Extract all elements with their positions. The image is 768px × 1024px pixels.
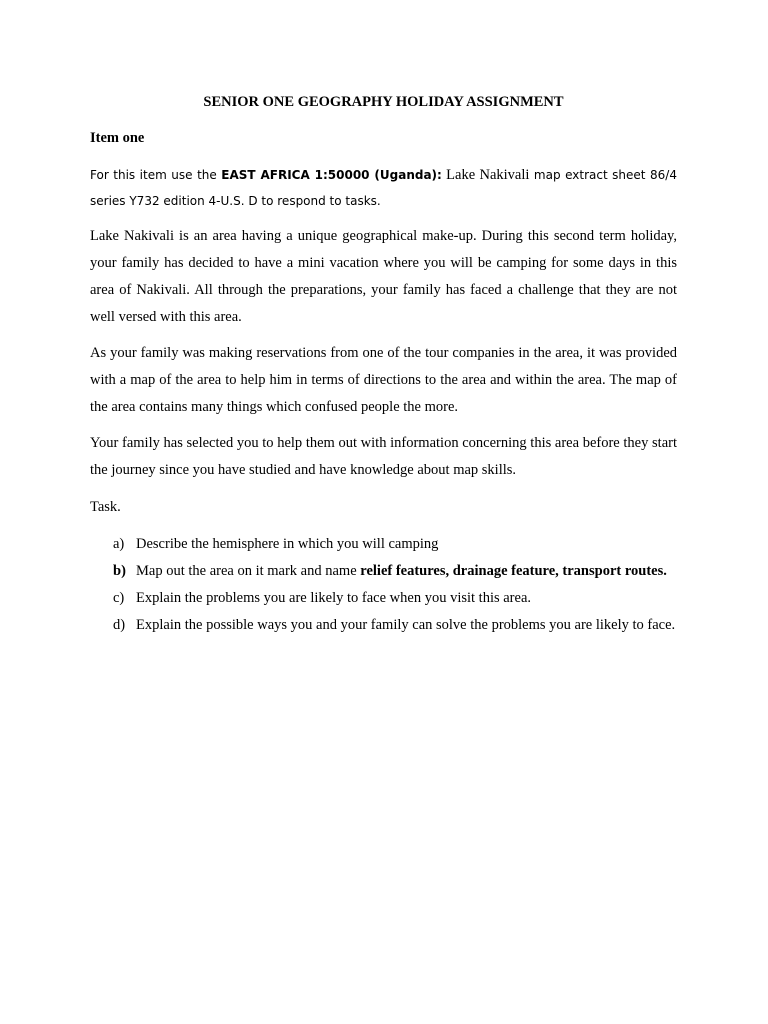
body-paragraph: Lake Nakivali is an area having a unique geographical make-up. During this second term holiday, your family has decided to have a mini vacation where you will be camping for some days in this area of Nakivali. All through the preparations, your family has faced a challenge that they are not well versed with this area. (90, 228, 677, 325)
intro-lake-name: Lake Nakivali (441, 167, 530, 183)
intro-prefix: For this item use the (90, 168, 222, 182)
task-label: Task. (90, 499, 121, 515)
intro-suffix: map extract sheet 86/4 series Y732 edition 4-U.S. D to respond to tasks. (90, 168, 677, 208)
body-paragraph: Your family has selected you to help them out with information concerning this area before they start the journey since you have studied and have knowledge about map skills. (90, 435, 677, 478)
task-text: Describe the hemisphere in which you will camping (136, 536, 439, 552)
task-item (90, 612, 677, 639)
task-item (90, 531, 677, 558)
task-text: Explain the possible ways you and your family can solve the problems you are likely to face. (136, 617, 676, 633)
item-heading: Item one (90, 130, 145, 146)
intro-map-name: EAST AFRICA 1:50000 (Uganda): (221, 168, 442, 182)
task-marker: c) (113, 590, 125, 606)
task-item (90, 558, 677, 585)
intro-paragraph (90, 162, 677, 214)
document-page (90, 90, 677, 639)
task-marker: b) (113, 563, 126, 579)
task-marker: a) (113, 536, 125, 552)
task-text: Explain the problems you are likely to face when you visit this area. (136, 590, 532, 606)
document-title: SENIOR ONE GEOGRAPHY HOLIDAY ASSIGNMENT (203, 94, 564, 110)
task-text: Map out the area on it mark and name (136, 563, 361, 579)
task-text-bold: relief features, drainage feature, transport routes. (360, 563, 667, 579)
task-item (90, 585, 677, 612)
task-list (90, 531, 677, 639)
body-paragraph: As your family was making reservations from one of the tour companies in the area, it was provided with a map of the area to help him in terms of directions to the area and within the area. The map of the area contains many things which confused people the more. (90, 345, 677, 415)
task-marker: d) (113, 617, 126, 633)
